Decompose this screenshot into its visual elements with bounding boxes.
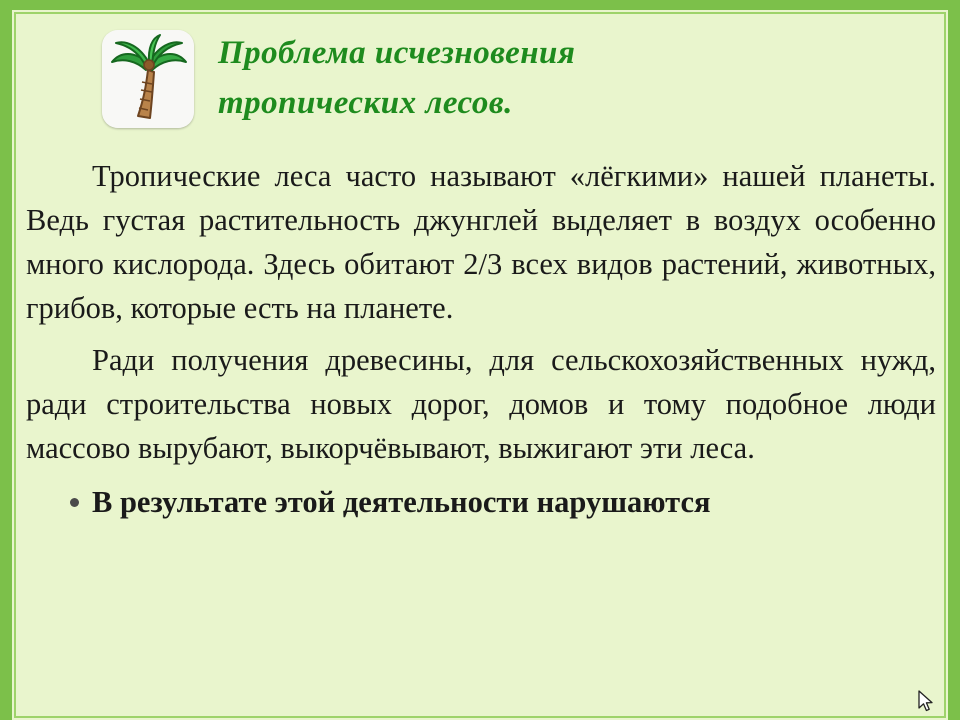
paragraph: Тропические леса часто называют «лёгкими» нашей планеты. Ведь густая растительность джунглей выделяет в воздух особенно много кислорода. Здесь обитают 2/3 всех видов растений, животных, грибов, которые есть на планете. [26,159,936,325]
page-title [218,28,918,128]
title-line-2: тропических лесов. [218,85,513,121]
bullet-dot-icon [70,498,79,507]
slide-header [16,14,944,146]
palm-tree-icon [102,30,194,128]
slide-content [16,14,944,718]
slide-body [26,154,936,524]
list-item-label: В результате этой деятельности нарушаются [92,485,711,519]
list-item [26,480,936,524]
bullet-list [26,480,936,524]
title-line-1: Проблема исчезновения [218,35,576,71]
paragraph: Ради получения древесины, для сельскохозяйственных нужд, ради строительства новых дорог, домов и тому подобное люди массово вырубают, выкорчёвывают, выжигают эти леса. [26,343,936,465]
